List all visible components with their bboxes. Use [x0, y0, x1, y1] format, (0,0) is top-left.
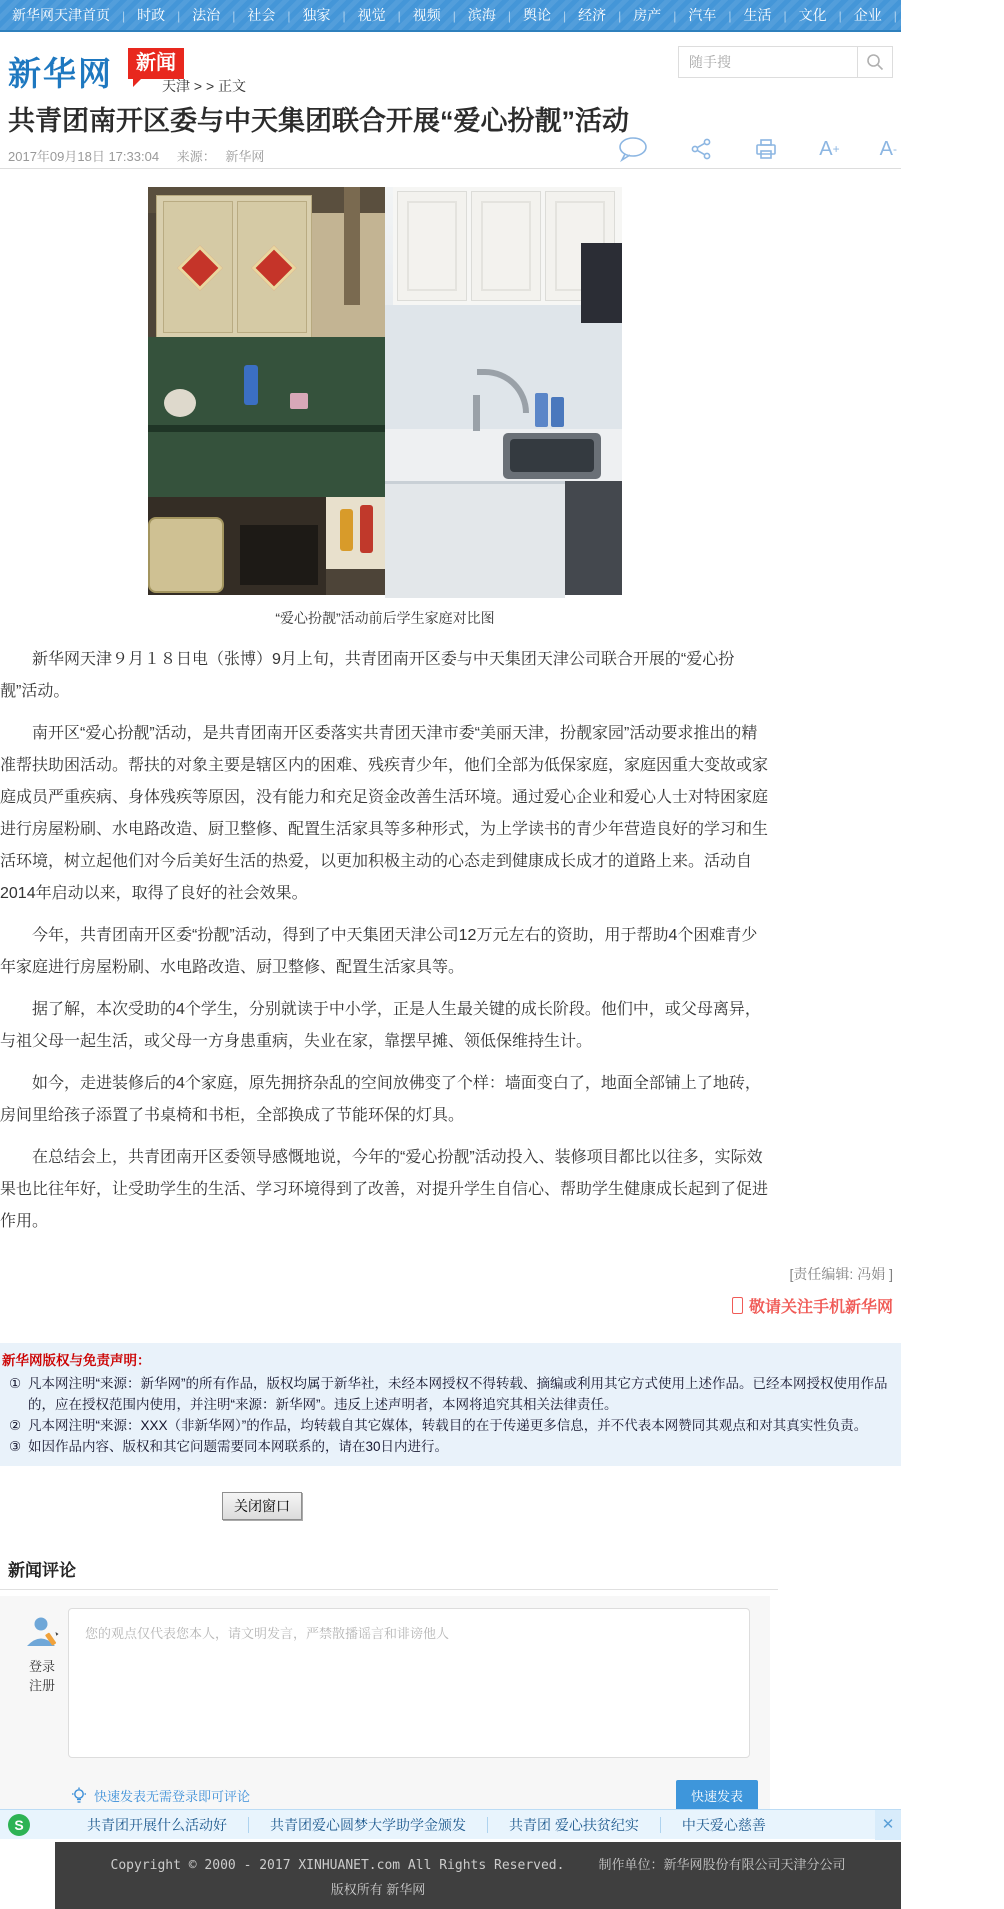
news-badge: 新闻 — [128, 48, 184, 79]
paragraph: 在总结会上，共青团南开区委领导感慨地说，今年的“爱心扮靓”活动投入、装修项目都比以往多，实际效果也比往年好，让受助学生的生活、学习环境得到了改善，对提升学生自信心、帮助学生健康成长起到了促进作用。 — [0, 1149, 769, 1230]
nav-item-law[interactable]: 法治 — [192, 7, 221, 23]
nav-item-life[interactable]: 生活 — [743, 7, 772, 23]
article-body — [0, 644, 770, 1238]
bottom-ad-bar — [0, 1809, 901, 1839]
disclaimer-title: 新华网版权与免责声明： — [2, 1353, 151, 1368]
font-larger-button[interactable]: A + — [819, 138, 840, 160]
close-window-button[interactable]: 关闭窗口 — [222, 1492, 302, 1520]
xinhuanet-logo[interactable]: 新华网 — [8, 55, 113, 92]
nav-item-realestate[interactable]: 房产 — [633, 7, 662, 23]
ad-bar-close-icon[interactable]: ✕ — [875, 1810, 901, 1840]
comment-bubble-icon — [617, 136, 649, 162]
mobile-notice[interactable]: 敬请关注手机新华网 — [0, 1294, 893, 1317]
article-photo-before-after — [148, 187, 622, 595]
nav-item-opinion[interactable]: 舆论 — [523, 7, 551, 23]
comment-input[interactable] — [68, 1608, 750, 1758]
nav-item-health[interactable]: 健康 — [964, 7, 992, 23]
nav-item-society[interactable]: 社会 — [247, 7, 276, 23]
paragraph: 今年，共青团南开区委“扮靓”活动，得到了中天集团天津公司12万元左右的资助，用于帮助4个困难青少年家庭进行房屋粉刷、水电路改造、厨卫整修、配置生活家具等。 — [0, 927, 758, 976]
comments-header — [0, 1556, 778, 1590]
page-title: 共青团南开区委与中天集团联合开展“爱心扮靓”活动 — [8, 106, 629, 136]
ad-link[interactable]: 共青团 爱心扶贫纪实 — [488, 1817, 661, 1833]
nav-item-enterprise[interactable]: 企业 — [853, 7, 882, 23]
nav-item-auto[interactable]: 汽车 — [688, 7, 717, 23]
nav-item-economy[interactable]: 经济 — [578, 7, 607, 23]
photo-caption: “爱心扮靓”活动前后学生家庭对比图 — [275, 610, 495, 626]
font-smaller-button[interactable]: A - — [879, 138, 897, 160]
search-box — [678, 46, 893, 78]
search-icon — [865, 52, 885, 72]
top-nav: 新华网天津首页 | 时政 | 法治 | 社会 | 独家 | 视觉 | 视频 | 滨海 | 舆论 | 经济 | 房产 | 汽车 | 生活 | 文化 | 企业 | 服务 | 健康 — [0, 0, 901, 32]
source-label: 来源： — [176, 149, 216, 164]
nav-item-service[interactable]: 服务 — [908, 7, 937, 23]
nav-item-binhai[interactable]: 滨海 — [467, 7, 496, 23]
sogou-icon[interactable]: S — [8, 1814, 30, 1836]
ad-link[interactable]: 中天爱心慈善 — [681, 1816, 766, 1833]
article-meta — [0, 138, 901, 169]
nav-item-politics[interactable]: 时政 — [137, 7, 166, 23]
source-value: 新华网 — [225, 149, 265, 164]
phone-icon — [732, 1297, 743, 1314]
search-button[interactable] — [857, 47, 892, 77]
copyright-text: Copyright © 2000 - 2017 XINHUANET.com All Rights Reserved. — [110, 1858, 565, 1873]
paragraph: 南开区“爱心扮靓”活动，是共青团南开区委落实共青团天津市委“美丽天津，扮靓家园”活动要求推出的精准帮扶助困活动。帮扶的对象主要是辖区内的困难、残疾青少年，他们全部为低保家庭，家庭因重大变故或家庭成员严重疾病、身体残疾等原因，没有能力和充足资金改善生活环境。通过爱心企业和爱心人士对特困家庭进行房屋粉刷、水电路改造、厨卫整修、配置生活家具等多种形式，为上学读书的青少年营造良好的学习和生活环境，树立起他们对今后美好生活的热爱，以更加积极主动的心态走到健康成长成才的道路上来。活动自2014年启动以来，取得了良好的社会效果。 — [0, 725, 769, 902]
login-block — [20, 1614, 64, 1695]
nav-item-video[interactable]: 视频 — [412, 7, 441, 23]
comment-panel — [0, 1596, 770, 1828]
nav-item-vision[interactable]: 视觉 — [357, 7, 386, 23]
nav-item-culture[interactable]: 文化 — [798, 7, 827, 23]
share-button[interactable] — [689, 137, 713, 161]
quick-post-tip[interactable]: 快速发表无需登录即可评论 — [70, 1786, 250, 1805]
printer-icon — [753, 137, 779, 161]
disclaimer-item: ① 凡本网注明“来源：新华网”的所有作品，版权均属于新华社，未经本网授权不得转载、摘编或利用其它方式使用上述作品。已经本网授权使用作品的，应在授权范围内使用，并注明“来源：新华网”。违反上述声明者，本网将追究其相关法律责任。 — [8, 1376, 888, 1412]
copyright-disclaimer — [0, 1343, 901, 1466]
site-footer — [55, 1842, 901, 1909]
register-link[interactable]: 注册 — [28, 1678, 55, 1693]
disclaimer-item: ③ 如因作品内容、版权和其它问题需要同本网联系的，请在30日内进行。 — [8, 1439, 449, 1454]
nav-separator: | — [122, 9, 126, 23]
paragraph: 新华网天津９月１８日电（张博）9月上旬，共青团南开区委与中天集团天津公司联合开展的“爱心扮靓”活动。 — [0, 651, 735, 700]
nav-item-home[interactable]: 新华网天津首页 — [12, 7, 110, 23]
rights-text: 版权所有 新华网 — [330, 1882, 426, 1897]
ad-link[interactable]: 共青团开展什么活动好 — [66, 1817, 249, 1833]
lightbulb-icon — [70, 1787, 88, 1805]
login-link[interactable]: 登录 — [28, 1659, 55, 1674]
photo-after-kitchen — [385, 187, 622, 595]
photo-before-kitchen — [148, 187, 385, 595]
disclaimer-item: ② 凡本网注明“来源：XXX（非新华网）”的作品，均转载自其它媒体，转载目的在于传递更多信息，并不代表本网赞同其观点和对其真实性负责。 — [8, 1418, 868, 1433]
share-icon — [689, 137, 713, 161]
print-button[interactable] — [753, 137, 779, 161]
quick-post-button[interactable]: 快速发表 — [676, 1780, 758, 1811]
ad-link[interactable]: 共青团爱心圆梦大学助学金颁发 — [249, 1817, 488, 1833]
comments-title: 新闻评论 — [8, 1561, 76, 1580]
user-avatar-icon — [24, 1614, 60, 1648]
paragraph: 据了解，本次受助的4个学生，分别就读于中小学，正是人生最关键的成长阶段。他们中，或父母离异，与祖父母一起生活，或父母一方身患重病，失业在家，靠摆早摊、领低保维持生计。 — [0, 1001, 761, 1050]
editor-credit: [责任编辑: 冯娟 ] — [789, 1266, 893, 1282]
nav-item-exclusive[interactable]: 独家 — [302, 7, 331, 23]
paragraph: 如今，走进装修后的4个家庭，原先拥挤杂乱的空间放佛变了个样：墙面变白了，地面全部铺上了地砖，房间里给孩子添置了书桌椅和书柜，全部换成了节能环保的灯具。 — [0, 1075, 761, 1124]
producer-text: 制作单位：新华网股份有限公司天津分公司 — [598, 1857, 846, 1872]
site-header — [0, 32, 901, 98]
publish-date: 2017年09月18日 17:33:04 — [8, 149, 160, 164]
breadcrumb[interactable]: 天津 > > 正文 — [162, 78, 247, 94]
search-input[interactable] — [679, 47, 857, 77]
comment-button[interactable] — [617, 136, 649, 162]
